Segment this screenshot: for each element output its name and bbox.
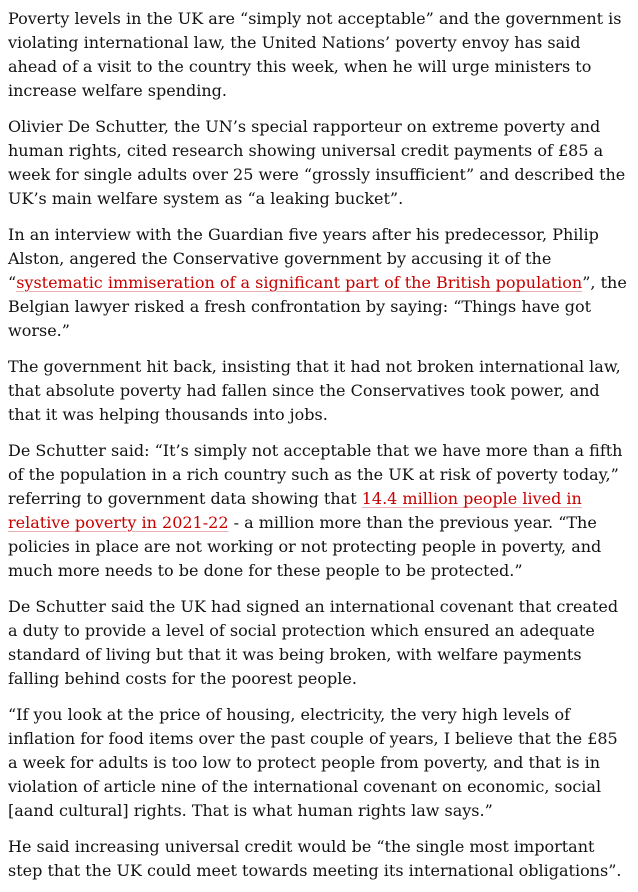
paragraph-text: - a million more than the previous year. “The policies in place are not working or not protecting people in poverty, and much more needs to be done for these people to be protected.” — [8, 513, 602, 580]
article-paragraph-3 — [8, 223, 630, 343]
paragraph-text: De Schutter said: “It’s simply not acceptable that we have more than a fifth of the population in a rich country such as the UK at risk of poverty today,” referring to government data showing that — [8, 441, 623, 508]
article-paragraph-2: Olivier De Schutter, the UN’s special rapporteur on extreme poverty and human rights, cited research showing universal credit payments of £85 a week for single adults over 25 were “grossly insufficient” and described the UK’s main welfare system as “a leaking bucket”. — [8, 117, 626, 208]
paragraph-text: ”, the Belgian lawyer risked a fresh confrontation by saying: “Things have got worse.” — [8, 273, 627, 340]
relative-poverty-link[interactable]: 14.4 million people lived in relative poverty in 2021-22 — [8, 489, 582, 532]
article-paragraph-6: De Schutter said the UK had signed an international covenant that created a duty to provide a level of social protection which ensured an adequate standard of living but that it was being broken, with welfare payments falling behind costs for the poorest people. — [8, 597, 619, 688]
article-paragraph-1: Poverty levels in the UK are “simply not acceptable” and the government is violating international law, the United Nations’ poverty envoy has said ahead of a visit to the country this week, when he will urge ministers to increase welfare spending. — [8, 9, 622, 100]
article-paragraph-7: “If you look at the price of housing, electricity, the very high levels of inflation for food items over the past couple of years, I believe that the £85 a week for adults is too low to protect people from poverty, and that is in violation of article nine of the international covenant on economic, social [aand cultural] rights. That is what human rights law says.” — [8, 705, 618, 820]
article-paragraph-4: The government hit back, insisting that it had not broken international law, that absolute poverty had fallen since the Conservatives took power, and that it was helping thousands into jobs. — [8, 357, 621, 424]
immiseration-link[interactable]: systematic immiseration of a significant part of the British population — [16, 273, 583, 292]
article-paragraph-5 — [8, 439, 630, 583]
paragraph-text: In an interview with the Guardian five years after his predecessor, Philip Alston, angered the Conservative government by accusing it of the “ — [8, 225, 599, 292]
article-paragraph-8: He said increasing universal credit would be “the single most important step that the UK could meet towards meeting its international obligations”. — [8, 837, 622, 880]
